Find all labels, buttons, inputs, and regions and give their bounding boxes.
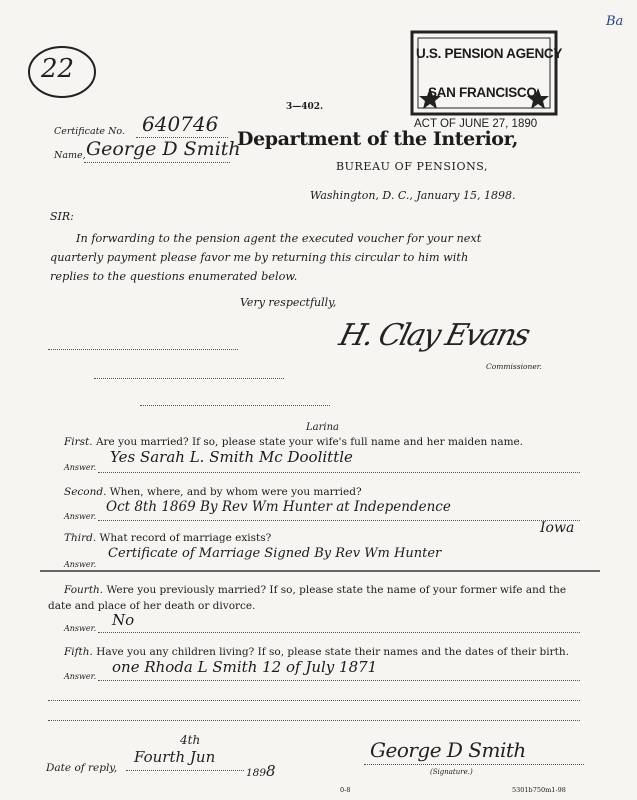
question-text: What record of marriage exists? bbox=[99, 532, 272, 544]
answer-label: Answer. bbox=[64, 624, 97, 633]
answer-label: Answer. bbox=[64, 560, 97, 569]
salutation: SIR: bbox=[50, 210, 74, 223]
blank-line bbox=[48, 720, 580, 721]
answer-fifth: one Rhoda L Smith 12 of July 1871 bbox=[112, 658, 378, 676]
date-of-reply-label: Date of reply, bbox=[46, 762, 118, 774]
question-first bbox=[64, 436, 523, 448]
stamp-line1: U.S. PENSION AGENCY bbox=[416, 46, 563, 61]
question-fourth-line2: date and place of her death or divorce. bbox=[48, 600, 256, 612]
stamp-line2: SAN FRANCISCO. bbox=[427, 85, 541, 100]
scan-fold-line bbox=[40, 570, 600, 572]
answer-second-line2: Iowa bbox=[540, 520, 575, 536]
answer-line bbox=[98, 632, 580, 633]
answer-insert: Larina bbox=[306, 422, 339, 433]
margin-note: Ba bbox=[606, 14, 624, 29]
answer-label: Answer. bbox=[64, 672, 97, 681]
question-text: Were you previously married? If so, please state the name of your former wife and the bbox=[106, 584, 567, 596]
date-of-reply-value: Fourth Jun bbox=[134, 748, 216, 766]
signature-label: (Signature.) bbox=[430, 768, 473, 776]
answer-label: Answer. bbox=[64, 512, 97, 521]
question-label: Third. bbox=[64, 532, 97, 544]
department-title: Department of the Interior, bbox=[237, 128, 519, 150]
year-suffix: 8 bbox=[266, 762, 276, 780]
answer-line bbox=[98, 472, 580, 473]
signature-line bbox=[364, 764, 584, 765]
page-number: 22 bbox=[41, 54, 75, 84]
intro-line-1: In forwarding to the pension agent the executed voucher for your next bbox=[76, 232, 482, 245]
question-label: Fifth. bbox=[64, 646, 93, 658]
answer-line bbox=[98, 680, 580, 681]
question-label: First. bbox=[64, 436, 93, 448]
form-number: 3—402. bbox=[286, 102, 324, 112]
answer-third: Certificate of Marriage Signed By Rev Wm Hunter bbox=[108, 546, 442, 561]
question-second bbox=[64, 486, 362, 498]
question-text: Are you married? If so, please state your wife's full name and her maiden name. bbox=[95, 436, 524, 448]
certificate-number: 640746 bbox=[142, 112, 219, 136]
question-fourth bbox=[64, 584, 566, 596]
question-text: Have you any children living? If so, please state their names and the dates of their birth. bbox=[96, 646, 569, 658]
answer-fourth: No bbox=[112, 611, 135, 629]
name-value: George D Smith bbox=[86, 138, 241, 160]
intro-line-2: quarterly payment please favor me by returning this circular to him with bbox=[50, 251, 469, 264]
stamp-border bbox=[410, 30, 563, 116]
footer-code-left: 0-8 bbox=[340, 786, 351, 794]
question-label: Second. bbox=[64, 486, 107, 498]
date-of-reply-year bbox=[246, 762, 276, 780]
bureau-title: BUREAU OF PENSIONS, bbox=[336, 160, 489, 173]
address-line-3 bbox=[140, 405, 330, 406]
name-line bbox=[84, 162, 230, 163]
question-label: Fourth. bbox=[64, 584, 104, 596]
answer-first: Yes Sarah L. Smith Mc Doolittle bbox=[110, 448, 353, 466]
signature: George D Smith bbox=[370, 738, 526, 762]
question-text: When, where, and by whom were you married? bbox=[109, 486, 362, 498]
commissioner-label: Commissioner. bbox=[486, 362, 542, 371]
footer-code-right: 5301b750m1-98 bbox=[512, 786, 566, 794]
pension-agency-stamp bbox=[410, 30, 563, 116]
question-fifth bbox=[64, 646, 569, 658]
place-date: Washington, D. C., January 15, 1898. bbox=[310, 189, 516, 202]
answer-line bbox=[98, 520, 580, 521]
answer-label: Answer. bbox=[64, 463, 97, 472]
year-prefix: 189 bbox=[246, 767, 267, 779]
date-of-reply-insert: 4th bbox=[180, 733, 201, 747]
closing: Very respectfully, bbox=[240, 296, 337, 309]
act-date: ACT OF JUNE 27, 1890 bbox=[414, 118, 538, 130]
blank-line bbox=[48, 700, 580, 701]
date-of-reply-line bbox=[126, 770, 244, 771]
address-line-1 bbox=[48, 349, 238, 350]
question-third bbox=[64, 532, 271, 544]
name-label: Name, bbox=[54, 150, 86, 161]
commissioner-signature: H. Clay Evans bbox=[335, 318, 532, 353]
address-line-2 bbox=[94, 378, 284, 379]
intro-line-3: replies to the questions enumerated below. bbox=[50, 270, 298, 283]
certificate-label: Certificate No. bbox=[54, 126, 125, 137]
answer-second: Oct 8th 1869 By Rev Wm Hunter at Independence bbox=[106, 499, 451, 515]
